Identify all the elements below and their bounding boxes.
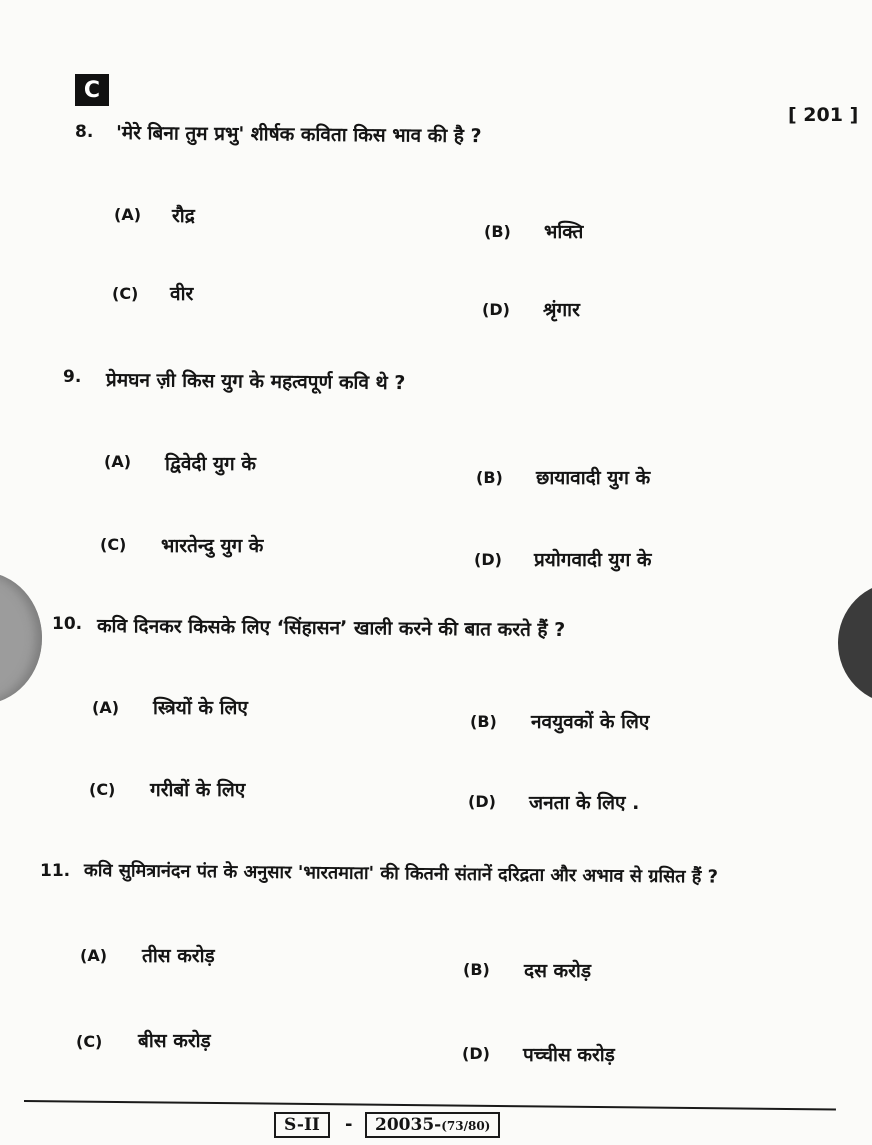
option-label: (C): [112, 284, 139, 303]
option-text: गरीबों के लिए: [150, 779, 246, 801]
option-text: वीर: [170, 283, 194, 305]
option-text: छायावादी युग के: [536, 467, 651, 489]
footer-separator: -: [345, 1114, 353, 1135]
option-text: तीस करोड़: [142, 945, 215, 967]
option-label: (A): [92, 698, 120, 717]
section-code-box: [274, 1112, 330, 1138]
option-text: बीस करोड़: [138, 1030, 211, 1052]
option-label: (B): [470, 712, 497, 731]
section-code: S-II: [284, 1115, 320, 1135]
option-text: स्त्रियों के लिए: [153, 697, 248, 719]
option-label: (A): [80, 946, 108, 965]
option-text: भारतेन्दु युग के: [161, 535, 264, 557]
option-label: (D): [468, 792, 496, 811]
option-text: श्रृंगार: [543, 299, 580, 321]
option-label: (B): [463, 960, 490, 979]
punch-hole-left: [0, 572, 42, 704]
question-number: 9.: [63, 367, 82, 387]
option-text: दस करोड़: [524, 960, 591, 982]
question-number: 8.: [75, 122, 94, 142]
option-text: द्विवेदी युग के: [165, 453, 256, 475]
page-number: [ 201 ]: [788, 104, 859, 126]
series-badge: C: [75, 74, 109, 106]
option-text: भक्ति: [544, 221, 584, 243]
option-label: (C): [89, 780, 116, 799]
question-text: कवि सुमित्रानंदन पंत के अनुसार 'भारतमाता' की कितनी संतानें दरिद्रता और अभाव से ग्रसित हैं ?: [83, 860, 719, 888]
option-label: (C): [76, 1032, 103, 1051]
option-label: (C): [100, 535, 127, 554]
paper-code-sub: (73/80): [441, 1119, 491, 1133]
option-label: (B): [476, 468, 503, 487]
option-label: (A): [104, 452, 132, 471]
option-label: (A): [114, 205, 142, 224]
question-text: 'मेरे बिना तुम प्रभु' शीर्षक कविता किस भाव की है ?: [115, 122, 482, 148]
option-label: (D): [482, 300, 510, 319]
option-text: जनता के लिए .: [529, 792, 640, 814]
question-text: कवि दिनकर किसके लिए ‘सिंहासन’ खाली करने की बात करते हैं ?: [96, 615, 566, 642]
question-number: 11.: [40, 861, 71, 881]
footer-rule: [24, 1100, 836, 1111]
option-text: प्रयोगवादी युग के: [534, 549, 652, 571]
question-text: प्रेमघन ज़ी किस युग के महत्वपूर्ण कवि थे ?: [105, 369, 406, 395]
option-label: (D): [474, 550, 502, 569]
punch-hole-right: [838, 582, 872, 704]
paper-code: 20035-: [375, 1115, 442, 1135]
paper-code-box: [365, 1112, 500, 1138]
option-label: (D): [462, 1044, 490, 1063]
option-text: पच्चीस करोड़: [523, 1044, 615, 1066]
question-number: 10.: [52, 614, 83, 634]
option-label: (B): [484, 222, 511, 241]
option-text: नवयुवकों के लिए: [531, 711, 650, 733]
option-text: रौद्र: [172, 205, 195, 227]
